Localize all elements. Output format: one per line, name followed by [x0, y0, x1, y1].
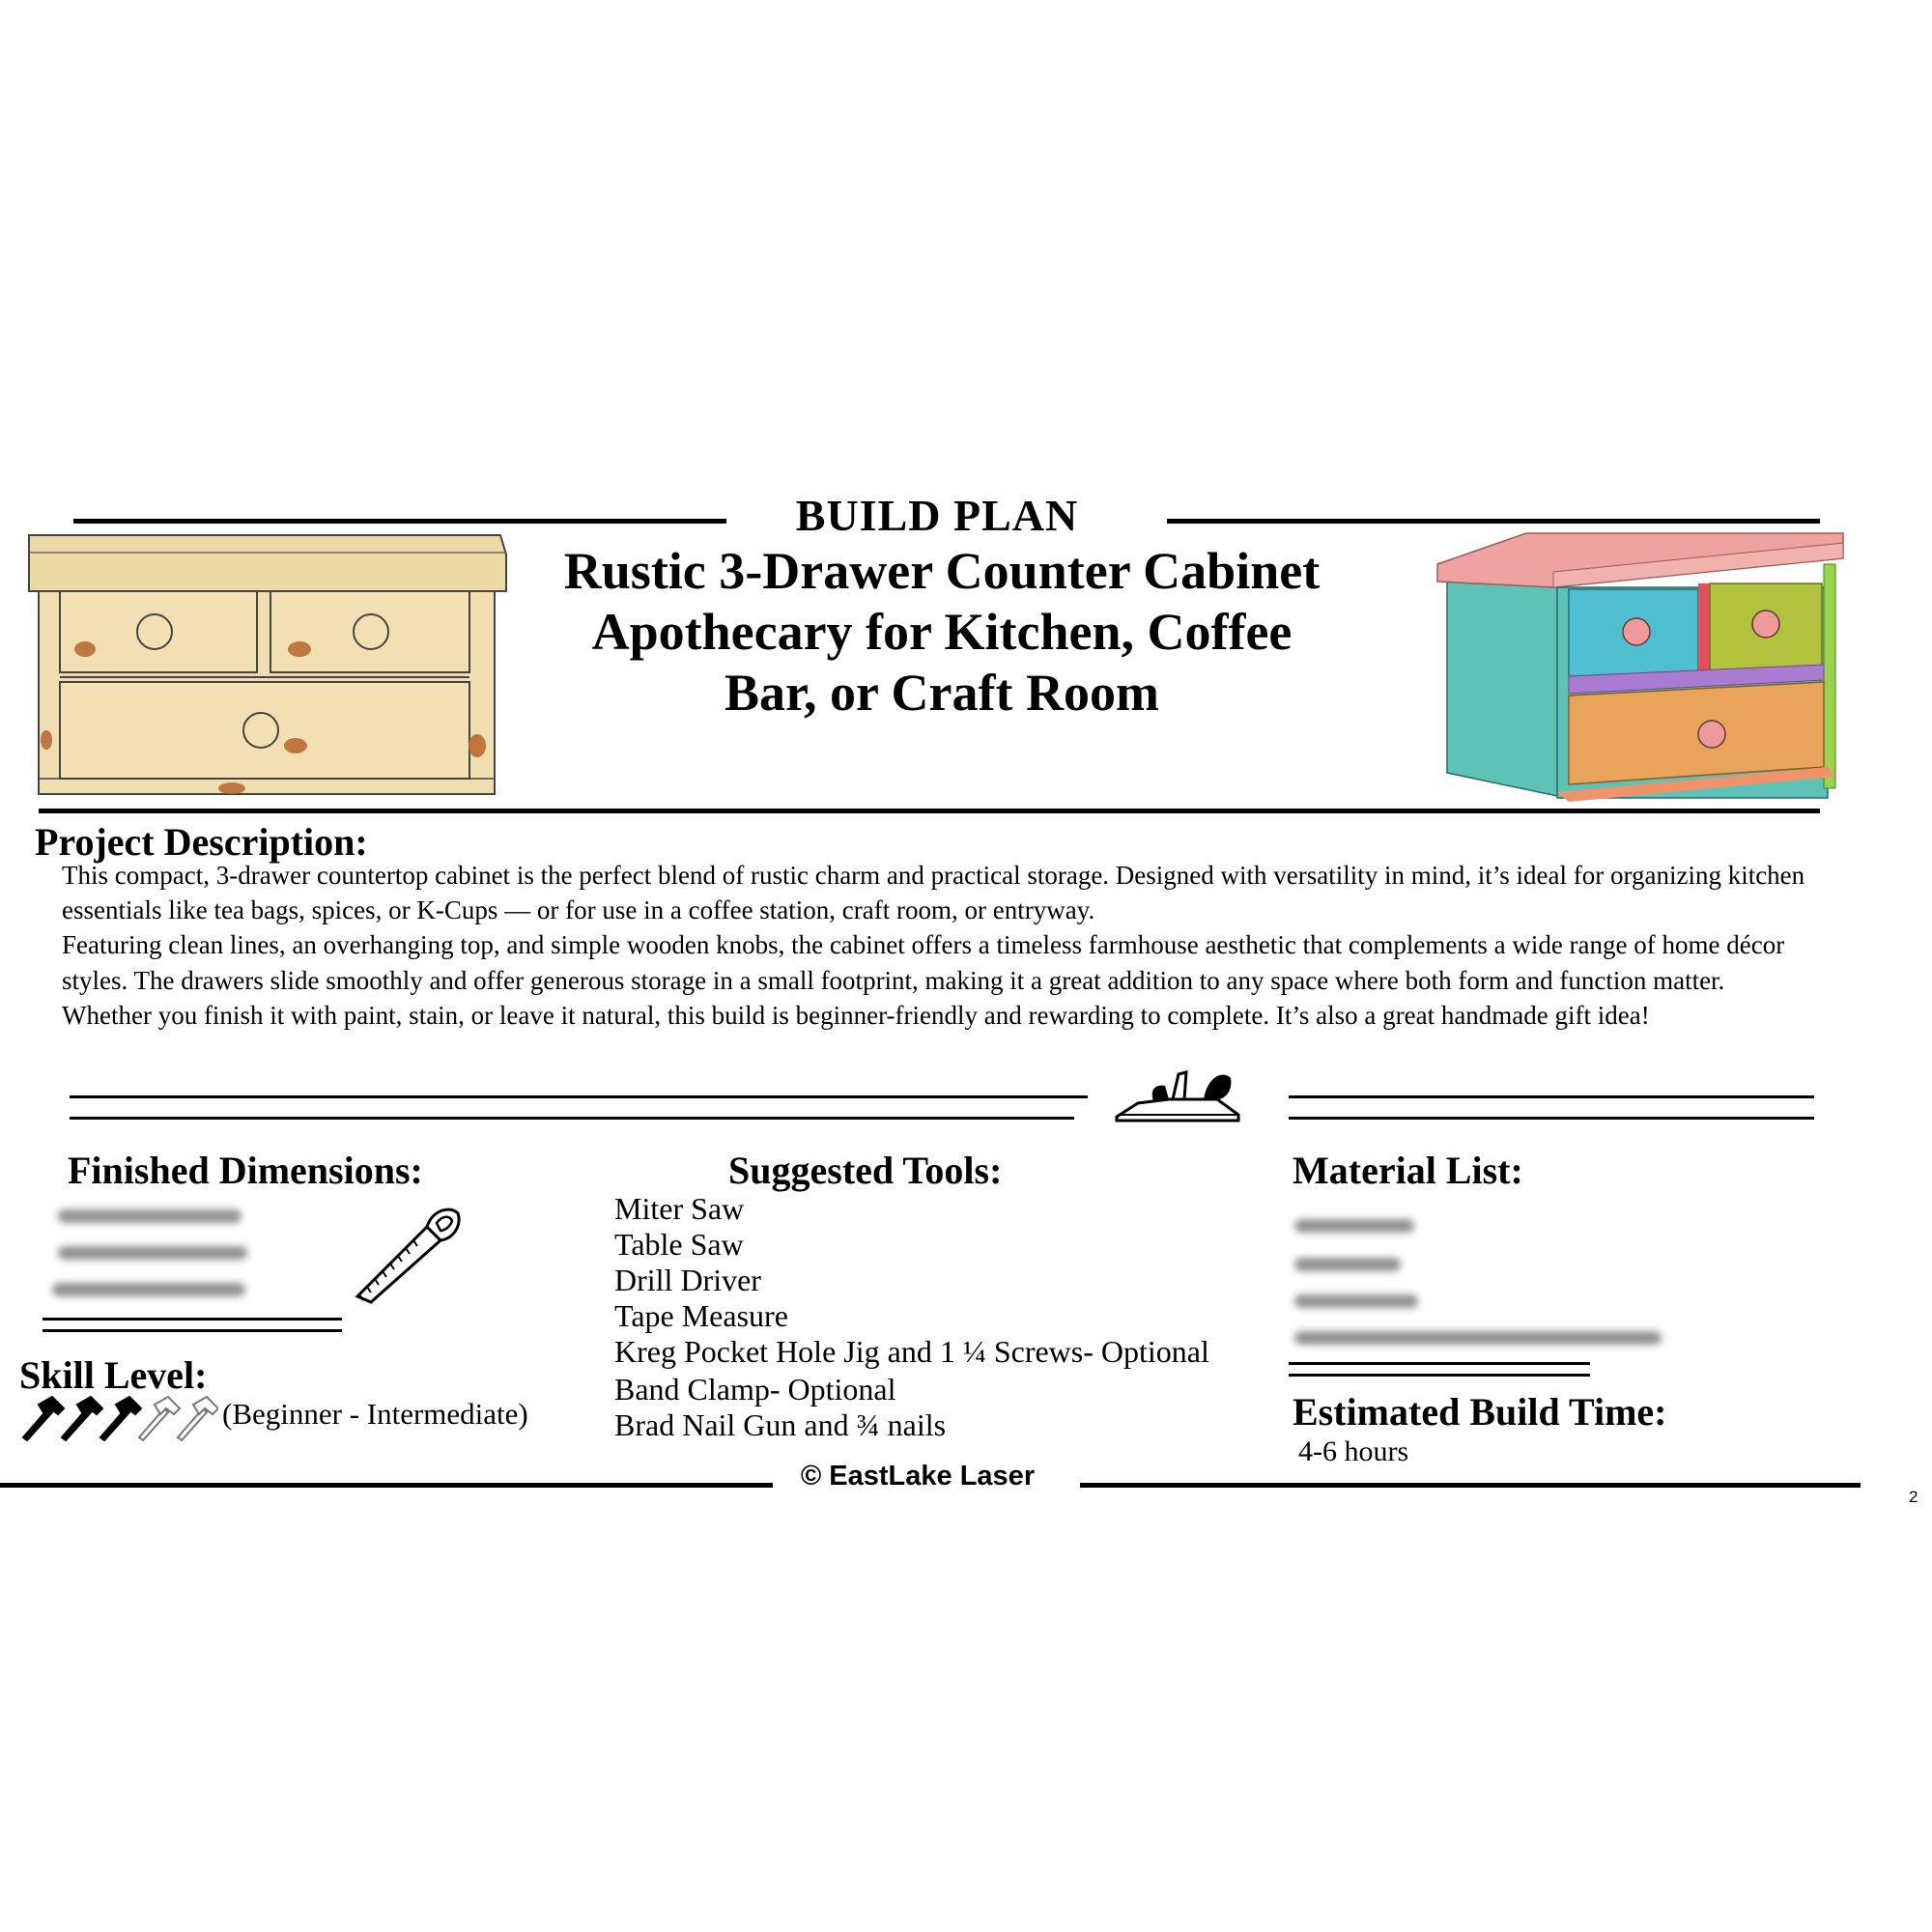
redacted-material	[1294, 1258, 1401, 1271]
cabinet-side-panel	[1447, 580, 1557, 796]
tool-list-item: Drill Driver	[614, 1263, 761, 1297]
hammer-filled-icon	[23, 1397, 64, 1440]
description-paragraph: This compact, 3-drawer countertop cabinet is the perfect blend of rustic charm and practical storage. Designed with versatility in mind, it’s ideal for organizing kitchen essentials like tea bags, spices, or K-Cups — or for use in a coffee station, craft room, or entryway.	[62, 861, 1805, 925]
redacted-material	[1294, 1331, 1662, 1345]
project-description-text	[62, 858, 1839, 1033]
header-rule-left	[73, 519, 726, 524]
skill-level-heading: Skill Level:	[19, 1353, 208, 1397]
wood-knot	[469, 734, 486, 757]
skill-level-text: (Beginner - Intermediate)	[222, 1397, 528, 1431]
materials-rule-bottom	[1289, 1374, 1590, 1377]
hand-saw-icon	[348, 1200, 464, 1306]
hammer-filled-icon	[100, 1397, 141, 1440]
build-time-value: 4-6 hours	[1298, 1435, 1409, 1467]
divider-rule-right-bottom	[1289, 1117, 1814, 1120]
wood-knot	[218, 782, 245, 794]
painted-cabinet-illustration	[1434, 529, 1847, 802]
dimensions-rule-top	[43, 1318, 342, 1321]
dimensions-rule-bottom	[43, 1329, 342, 1332]
project-description-heading: Project Description:	[35, 820, 368, 864]
tool-list-item: Miter Saw	[614, 1191, 745, 1226]
finished-dimensions-heading: Finished Dimensions:	[68, 1149, 423, 1192]
divider-rule-left-top	[70, 1095, 1088, 1098]
build-plan-label: BUILD PLAN	[795, 491, 1079, 540]
header-rule-right	[1167, 519, 1820, 524]
tool-list-item: Band Clamp- Optional	[614, 1372, 896, 1406]
drawer-divider-vertical	[1698, 583, 1710, 676]
tool-list-item: Tape Measure	[614, 1298, 788, 1333]
knob	[1698, 721, 1725, 748]
redacted-material	[1294, 1219, 1414, 1233]
tool-list-item: Table Saw	[614, 1227, 744, 1262]
tool-list-item: Brad Nail Gun and ¾ nails	[614, 1407, 947, 1442]
redacted-material	[1294, 1294, 1418, 1308]
cabinet-right-edge	[1824, 564, 1835, 788]
material-list-heading: Material List:	[1293, 1149, 1523, 1192]
hammer-outline-icon	[178, 1397, 218, 1440]
drawer-bottom	[1569, 682, 1824, 784]
suggested-tools-heading: Suggested Tools:	[728, 1149, 1003, 1192]
description-paragraph: Featuring clean lines, an overhanging top, and simple wooden knobs, the cabinet offers a timeless farmhouse aesthetic that complements a wide range of home décor styles. The drawers slide smoothly and offer generous storage in a small footprint, making it a great addition to any space where both form and function matter.	[62, 930, 1785, 995]
divider-rule-right-top	[1289, 1095, 1814, 1098]
natural-cabinet-illustration	[25, 531, 510, 802]
cabinet-top-board	[29, 535, 506, 591]
wood-knot	[74, 641, 96, 657]
tool-list-item: Kreg Pocket Hole Jig and 1 ¼ Screws- Optional	[614, 1334, 1209, 1369]
drawer-bottom	[60, 682, 469, 779]
hand-plane-icon	[1111, 1066, 1246, 1122]
skill-rating-hammers	[19, 1395, 218, 1441]
drawer-top-right	[270, 591, 469, 672]
knob	[1623, 618, 1650, 645]
redacted-dimension	[58, 1209, 242, 1223]
divider-rule-left-bottom	[70, 1117, 1074, 1120]
header-rule-bottom	[39, 809, 1820, 813]
redacted-dimension	[58, 1246, 247, 1260]
hammer-outline-icon	[139, 1397, 180, 1440]
build-time-heading: Estimated Build Time:	[1293, 1390, 1667, 1434]
footer-rule-left	[0, 1483, 773, 1488]
hammer-filled-icon	[62, 1397, 102, 1440]
materials-rule-top	[1289, 1362, 1590, 1365]
redacted-dimension	[52, 1283, 245, 1296]
copyright-footer: © EastLake Laser	[800, 1461, 1036, 1492]
footer-rule-right	[1080, 1483, 1861, 1488]
drawer-top-left	[60, 591, 257, 672]
knob	[1752, 611, 1779, 638]
wood-knot	[284, 738, 307, 753]
wood-knot	[41, 730, 52, 750]
page-title: Rustic 3-Drawer Counter Cabinet Apothecary for Kitchen, Coffee Bar, or Craft Room	[563, 542, 1321, 722]
page-number: 2	[1909, 1488, 1918, 1506]
wood-knot	[288, 641, 311, 657]
description-paragraph: Whether you finish it with paint, stain, or leave it natural, this build is beginner-friendly and rewarding to complete. It’s also a great handmade gift idea!	[62, 1000, 1650, 1030]
